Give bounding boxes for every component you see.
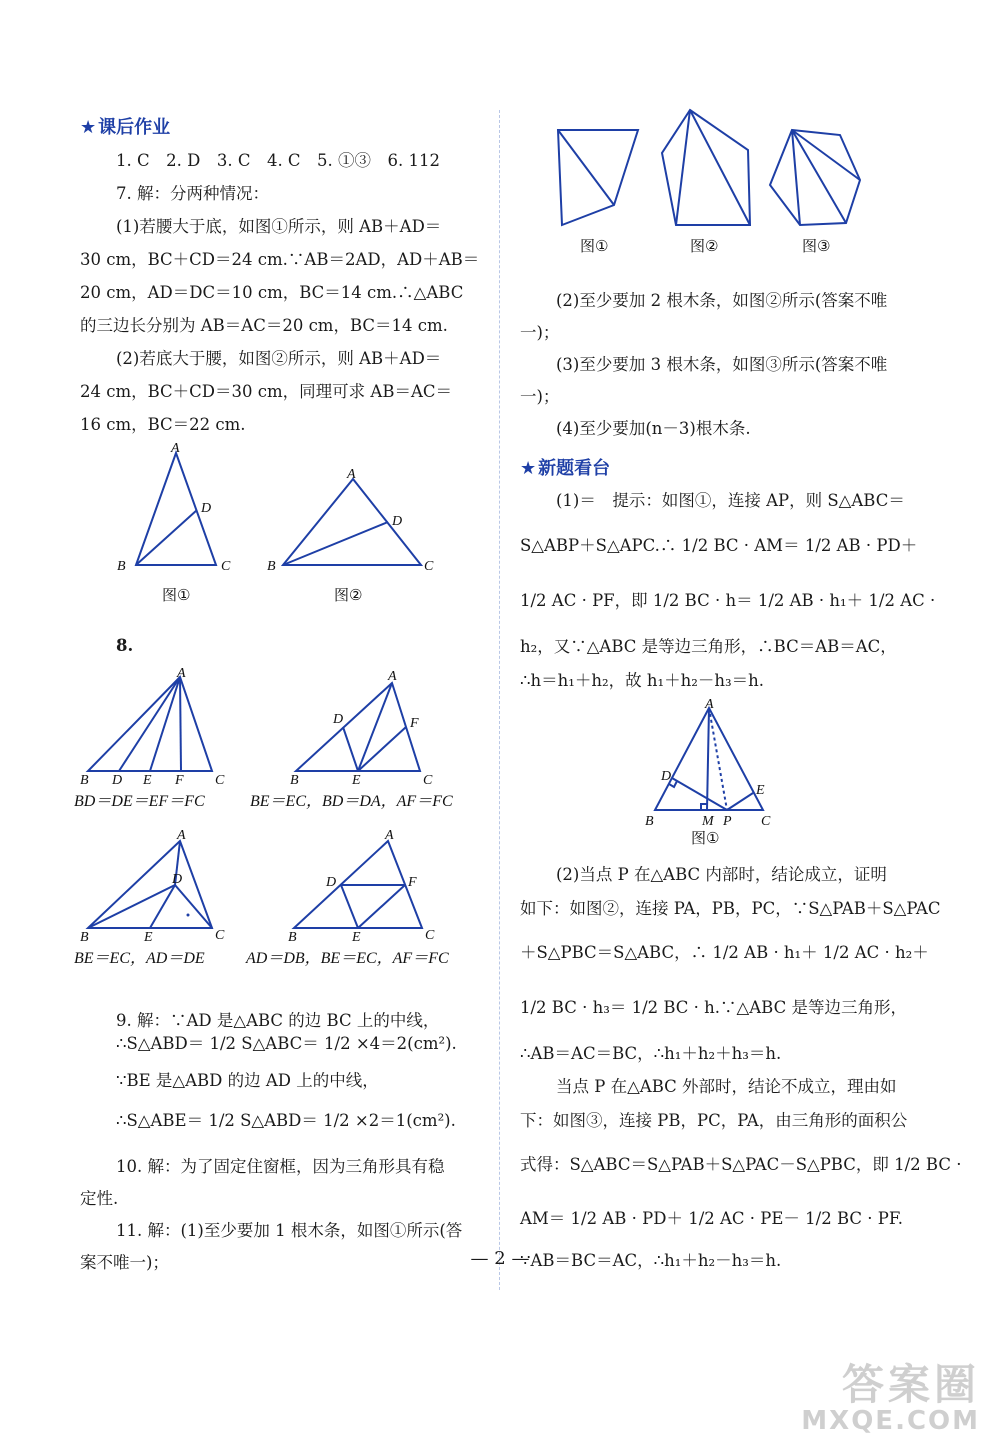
svg-text:E: E <box>352 930 361 945</box>
q10-line: 定性. <box>80 1189 119 1208</box>
q9-line: ∵BE 是△ABD 的边 AD 上的中线， <box>116 1071 379 1090</box>
fig8-caption-1: BD＝DE＝EF＝FC <box>74 793 205 810</box>
svg-text:D: D <box>172 872 183 887</box>
q9-line: ∴S△ABE＝ 1/2 S△ABD＝ 1/2 ×2＝1(cm²). <box>116 1111 456 1130</box>
q10-line: 10. 解：为了固定住窗框，因为三角形具有稳 <box>116 1157 445 1176</box>
q11-line: 案不唯一)； <box>80 1253 169 1272</box>
p3-line: 下：如图③，连接 PB，PC，PA，由三角形的面积公 <box>520 1111 908 1130</box>
svg-text:C: C <box>425 928 435 943</box>
p1-figure-svg <box>645 698 785 858</box>
svg-text:A: A <box>705 697 714 712</box>
q7-figures <box>100 440 460 614</box>
q11-line: (3)至少要加 3 根木条，如图③所示(答案不唯 <box>556 355 888 374</box>
svg-text:B: B <box>288 930 297 945</box>
svg-text:A: A <box>347 467 356 482</box>
fig8-caption-2: BE＝EC，BD＝DA，AF＝FC <box>250 793 453 810</box>
p1-line: h₂，又∵△ABC 是等边三角形，∴BC＝AB＝AC， <box>520 637 897 656</box>
fig8-caption-3: BE＝EC，AD＝DE <box>74 950 205 967</box>
svg-text:B: B <box>80 773 89 788</box>
svg-text:B: B <box>645 814 654 829</box>
p2-line: ∴AB＝AC＝BC，∴h₁＋h₂＋h₃＝h. <box>520 1044 782 1063</box>
svg-text:C: C <box>215 773 225 788</box>
svg-text:B: B <box>267 559 276 574</box>
svg-text:A: A <box>177 666 186 681</box>
svg-text:D: D <box>112 773 123 788</box>
q7-line: (2)若底大于腰，如图②所示，则 AB＋AD＝ <box>116 349 442 368</box>
svg-text:F: F <box>410 716 419 731</box>
q11-line: 一)； <box>520 323 560 342</box>
p3-line: 式得：S△ABC＝S△PAB＋S△PAC－S△PBC，即 1/2 BC · <box>520 1155 962 1174</box>
svg-text:C: C <box>423 773 433 788</box>
svg-text:C: C <box>424 559 434 574</box>
q11-line: (2)至少要加 2 根木条，如图②所示(答案不唯 <box>556 291 888 310</box>
p1-figure-caption: 图① <box>691 829 720 847</box>
fig8-caption-4: AD＝DB，BE＝EC，AF＝FC <box>246 950 449 967</box>
fig11-caption-3: 图③ <box>802 237 831 255</box>
p2-line: (2)当点 P 在△ABC 内部时，结论成立，证明 <box>556 865 887 884</box>
q8-figures <box>74 665 480 979</box>
svg-text:C: C <box>221 559 231 574</box>
q11-figure-svg <box>550 105 890 265</box>
q8-label: 8. <box>116 636 134 655</box>
svg-text:M: M <box>702 814 714 829</box>
svg-text:A: A <box>385 828 394 843</box>
p2-line: 1/2 BC · h₃＝ 1/2 BC · h.∵△ABC 是等边三角形， <box>520 998 907 1017</box>
svg-text:D: D <box>333 712 344 727</box>
q9-line: 9. 解：∵AD 是△ABC 的边 BC 上的中线， <box>116 1011 440 1030</box>
q11-figures <box>550 105 890 269</box>
svg-text:D: D <box>326 875 337 890</box>
p1-line: ∴h＝h₁＋h₂，故 h₁＋h₂－h₃＝h. <box>520 671 764 690</box>
column-divider <box>499 110 500 1290</box>
svg-text:B: B <box>80 930 89 945</box>
svg-text:F: F <box>175 773 184 788</box>
section-title-new-problems: ★ 新题看台 <box>520 458 611 479</box>
fig11-caption-2: 图② <box>690 237 719 255</box>
q7-figure-svg <box>100 440 460 610</box>
svg-text:A: A <box>171 441 180 456</box>
star-icon: ★ <box>520 458 537 479</box>
p3-line: 当点 P 在△ABC 外部时，结论不成立，理由如 <box>556 1077 897 1096</box>
answers-line-1: 1. C 2. D 3. C 4. C 5. ①③ 6. 112 <box>116 151 441 170</box>
q9-line: ∴S△ABD＝ 1/2 S△ABC＝ 1/2 ×4＝2(cm²). <box>116 1034 457 1053</box>
p1-figure <box>645 698 785 862</box>
fig11-caption-1: 图① <box>580 237 609 255</box>
svg-text:E: E <box>144 930 153 945</box>
p2-line: ＋S△PBC＝S△ABC，∴ 1/2 AB · h₁＋ 1/2 AC · h₂＋ <box>520 943 929 962</box>
svg-text:D: D <box>661 769 672 784</box>
svg-text:D: D <box>392 514 403 529</box>
q7-line: 的三边长分别为 AB＝AC＝20 cm，BC＝14 cm. <box>80 316 448 335</box>
q11-line: 11. 解：(1)至少要加 1 根木条，如图①所示(答 <box>116 1221 463 1240</box>
fig7-caption-1: 图① <box>162 586 191 604</box>
svg-text:A: A <box>177 828 186 843</box>
p1-line: (1)＝ 提示：如图①，连接 AP，则 S△ABC＝ <box>556 491 905 510</box>
q11-line: 一)； <box>520 387 560 406</box>
svg-text:F: F <box>408 875 417 890</box>
svg-text:E: E <box>143 773 152 788</box>
q7-line: 16 cm，BC＝22 cm. <box>80 415 246 434</box>
q7-line: 30 cm，BC＋CD＝24 cm.∵AB＝2AD，AD＋AB＝ <box>80 250 480 269</box>
p1-line: 1/2 AC · PF，即 1/2 BC · h＝ 1/2 AB · h₁＋ 1/2 AC · <box>520 591 936 610</box>
svg-text:E: E <box>756 783 765 798</box>
q7-line: 20 cm，AD＝DC＝10 cm，BC＝14 cm.∴△ABC <box>80 283 464 302</box>
svg-text:P: P <box>723 814 732 829</box>
star-icon: ★ <box>80 117 97 138</box>
q11-line: (4)至少要加(n－3)根木条. <box>556 419 751 438</box>
fig7-2-segment-bd <box>283 522 388 565</box>
q7-line: (1)若腰大于底，如图①所示，则 AB＋AD＝ <box>116 217 442 236</box>
p3-line: AM＝ 1/2 AB · PD＋ 1/2 AC · PE－ 1/2 BC · PF. <box>520 1209 903 1228</box>
svg-text:B: B <box>290 773 299 788</box>
p3-line: ∵AB＝BC＝AC，∴h₁＋h₂－h₃＝h. <box>520 1251 782 1270</box>
svg-text:A: A <box>388 669 397 684</box>
q8-figure-svg <box>74 665 480 975</box>
q7-heading: 7. 解：分两种情况： <box>116 184 269 203</box>
svg-text:D: D <box>201 501 212 516</box>
svg-text:B: B <box>117 559 126 574</box>
svg-text:E: E <box>352 773 361 788</box>
q7-line: 24 cm，BC＋CD＝30 cm，同理可求 AB＝AC＝ <box>80 382 452 401</box>
watermark-logo: 答案圈 MXQE.COM <box>801 1360 980 1436</box>
svg-text:C: C <box>761 814 771 829</box>
svg-text:C: C <box>215 928 225 943</box>
p2-line: 如下：如图②，连接 PA，PB，PC，∵S△PAB＋S△PAC <box>520 899 941 918</box>
section-title-homework: ★ 课后作业 <box>80 117 171 138</box>
p1-line: S△ABP＋S△APC.∴ 1/2 BC · AM＝ 1/2 AB · PD＋ <box>520 536 918 555</box>
page-number: — 2 — <box>470 1248 530 1269</box>
fig7-caption-2: 图② <box>334 586 363 604</box>
